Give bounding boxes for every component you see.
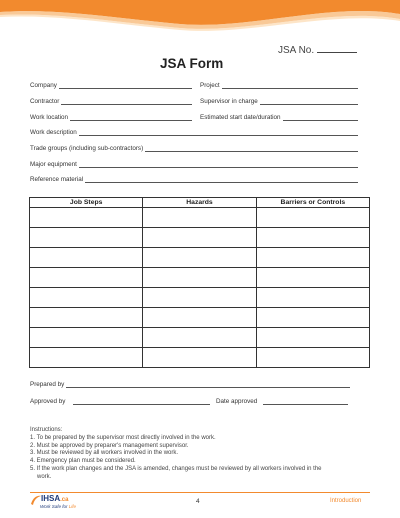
table-row (30, 308, 370, 328)
contractor-label: Contractor (30, 98, 60, 105)
instruction-item: 1. To be prepared by the supervisor most directly involved in the work. (30, 434, 216, 441)
instruction-item: 2. Must be approved by preparer's management supervisor. (30, 442, 189, 449)
tagline-highlight: Life (68, 504, 77, 509)
instructions-block (30, 427, 337, 482)
control-cell[interactable] (256, 268, 369, 288)
jsa-number-label: JSA No. (278, 45, 315, 56)
supervisor-label: Supervisor in charge (200, 98, 258, 105)
prepared-by-label: Prepared by (30, 381, 65, 388)
contractor-line[interactable] (61, 98, 192, 105)
company-field[interactable] (30, 82, 192, 89)
table-row (30, 328, 370, 348)
header-wave-banner (0, 0, 400, 40)
hazard-cell[interactable] (143, 348, 256, 368)
date-approved-label: Date approved (216, 398, 258, 405)
reference-material-label: Reference material (30, 176, 84, 183)
date-approved-line[interactable] (263, 398, 348, 405)
work-location-label: Work location (30, 114, 69, 121)
ihsa-logo (30, 494, 76, 514)
prepared-by-field[interactable] (30, 381, 350, 388)
control-cell[interactable] (256, 248, 369, 268)
job-step-cell[interactable] (30, 288, 143, 308)
footer-divider (30, 492, 370, 493)
major-equipment-field[interactable] (30, 161, 358, 168)
work-description-label: Work description (30, 129, 77, 136)
instruction-item: 3. Must be reviewed by all workers involved in the work. (30, 450, 179, 457)
job-step-cell[interactable] (30, 348, 143, 368)
hazard-cell[interactable] (143, 228, 256, 248)
job-step-cell[interactable] (30, 248, 143, 268)
major-equipment-label: Major equipment (30, 161, 77, 168)
job-step-cell[interactable] (30, 228, 143, 248)
tagline-text: Work Safe for (40, 504, 69, 509)
jsa-number-line[interactable] (317, 44, 357, 53)
contractor-field[interactable] (30, 98, 192, 105)
job-step-cell[interactable] (30, 208, 143, 228)
major-equipment-line[interactable] (79, 161, 358, 168)
hazards-header: Hazards (143, 198, 256, 208)
control-cell[interactable] (256, 308, 369, 328)
instructions-heading: Instructions: (30, 427, 63, 433)
approved-by-label: Approved by (30, 398, 66, 405)
hazard-cell[interactable] (143, 248, 256, 268)
table-header-row (30, 198, 370, 208)
job-step-cell[interactable] (30, 308, 143, 328)
table-row (30, 268, 370, 288)
work-location-line[interactable] (70, 114, 192, 121)
start-date-line[interactable] (283, 114, 358, 121)
supervisor-field[interactable] (200, 98, 358, 105)
control-cell[interactable] (256, 328, 369, 348)
table-row (30, 248, 370, 268)
job-steps-header: Job Steps (30, 198, 143, 208)
supervisor-line[interactable] (260, 98, 358, 105)
project-field[interactable] (200, 82, 358, 89)
instruction-item: 4. Emergency plan must be considered. (30, 458, 136, 465)
hazard-cell[interactable] (143, 328, 256, 348)
start-date-label: Estimated start date/duration (200, 114, 281, 121)
hazard-cell[interactable] (143, 268, 256, 288)
prepared-by-line[interactable] (66, 381, 350, 388)
logo-text: IHSA (41, 494, 61, 503)
jsa-table-body (30, 208, 370, 368)
instruction-item: 5. If the work plan changes and the JSA is amended, changes must be reviewed by all workers involved in the work. (30, 465, 322, 480)
date-approved-field[interactable] (216, 398, 348, 405)
work-location-field[interactable] (30, 114, 192, 121)
project-line[interactable] (222, 82, 358, 89)
work-description-field[interactable] (30, 129, 358, 136)
control-cell[interactable] (256, 228, 369, 248)
logo-wordmark (41, 494, 68, 503)
table-row (30, 228, 370, 248)
approved-by-line[interactable] (73, 398, 210, 405)
trade-groups-label: Trade groups (including sub-contractors) (30, 145, 144, 152)
job-step-cell[interactable] (30, 268, 143, 288)
logo-suffix: .ca (60, 497, 69, 503)
company-label: Company (30, 82, 57, 89)
job-step-cell[interactable] (30, 328, 143, 348)
table-row (30, 208, 370, 228)
project-label: Project (200, 82, 220, 89)
page-number: 4 (196, 498, 200, 505)
reference-material-field[interactable] (30, 176, 358, 183)
approved-by-field[interactable] (30, 398, 210, 405)
controls-header: Barriers or Controls (256, 198, 369, 208)
control-cell[interactable] (256, 348, 369, 368)
start-date-field[interactable] (200, 114, 358, 121)
hazard-cell[interactable] (143, 208, 256, 228)
trade-groups-line[interactable] (145, 145, 358, 152)
logo-tagline (40, 504, 76, 509)
control-cell[interactable] (256, 208, 369, 228)
reference-material-line[interactable] (85, 176, 358, 183)
hazard-cell[interactable] (143, 308, 256, 328)
table-row (30, 288, 370, 308)
work-description-line[interactable] (79, 129, 358, 136)
jsa-number-field[interactable] (278, 44, 357, 56)
jsa-table (29, 197, 370, 368)
control-cell[interactable] (256, 288, 369, 308)
table-row (30, 348, 370, 368)
company-line[interactable] (59, 82, 192, 89)
page-title: JSA Form (160, 56, 224, 71)
trade-groups-field[interactable] (30, 145, 358, 152)
hazard-cell[interactable] (143, 288, 256, 308)
section-name: Introduction (330, 498, 362, 504)
